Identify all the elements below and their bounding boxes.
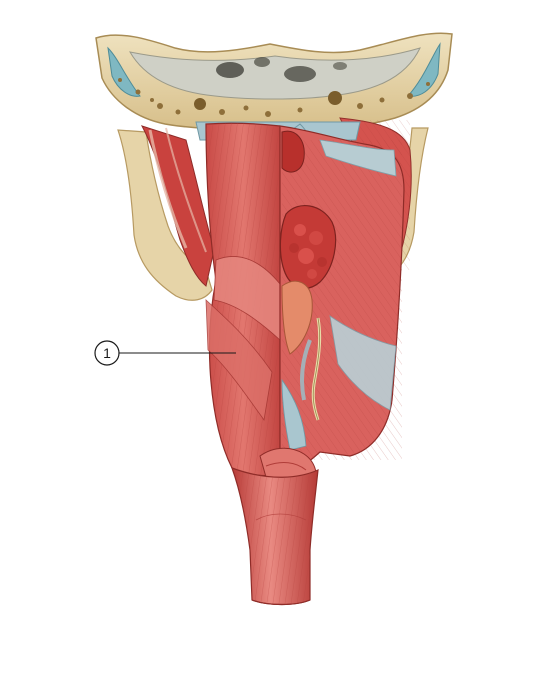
skull-base xyxy=(96,33,452,129)
pharyngeal-constrictor-left xyxy=(206,123,280,475)
esophagus xyxy=(232,468,318,605)
callout-1-number: 1 xyxy=(103,345,111,361)
